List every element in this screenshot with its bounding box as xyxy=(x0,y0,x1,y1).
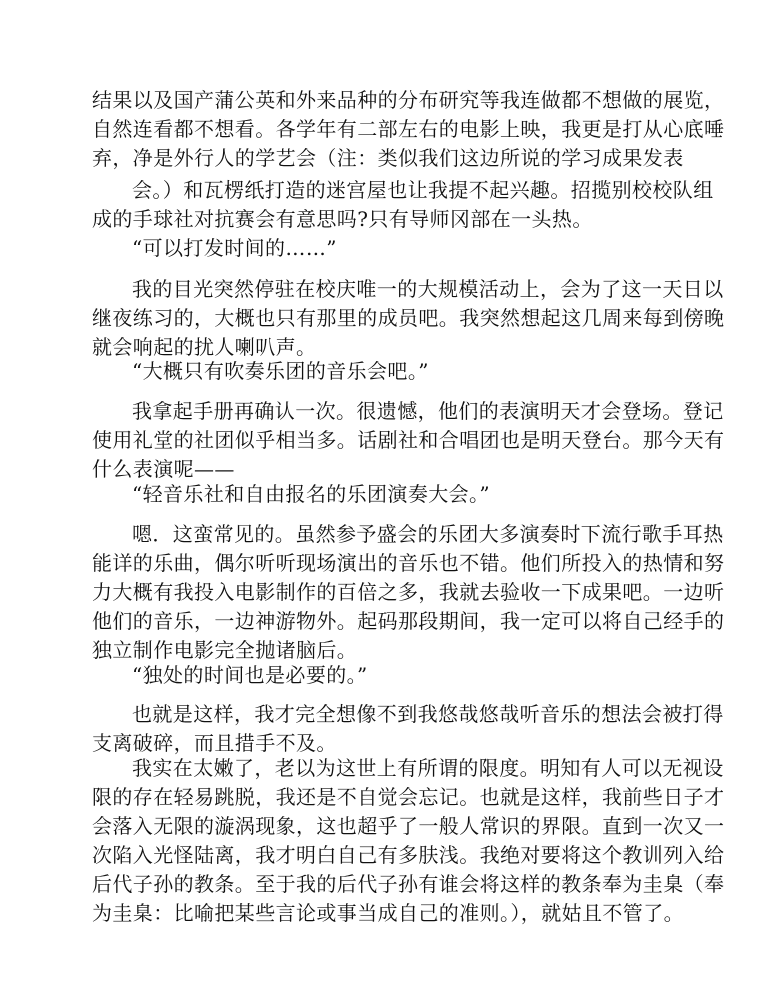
paragraph xyxy=(92,520,725,665)
text-line: 嗯．这蛮常见的。虽然参予盛会的乐团大多演奏时下流行歌手耳热 xyxy=(132,522,724,546)
text-line: 后代子孙的教条。至于我的后代子孙有谁会将这样的教条奉为圭臬（奉 xyxy=(92,872,725,896)
text-line: 会。）和瓦楞纸打造的迷宫屋也让我提不起兴趣。招揽别校校队组 xyxy=(132,178,714,202)
text-line: 限的存在轻易跳脱，我还是不自觉会忘记。也就是这样，我前些日子才 xyxy=(92,785,725,809)
paragraph xyxy=(92,754,725,928)
text-line: 弃，净是外行人的学艺会（注：类似我们这边所说的学习成果发表 xyxy=(92,146,684,170)
paragraph-dialogue xyxy=(92,357,672,386)
text-line: 结果以及国产蒲公英和外来品种的分布研究等我连做都不想做的展览， xyxy=(92,88,725,112)
text-line: “轻音乐社和自由报名的乐团演奏大会。” xyxy=(132,482,491,506)
paragraph xyxy=(92,397,725,484)
paragraph-continued-1 xyxy=(92,86,725,173)
text-line: “大概只有吹奏乐团的音乐会吧。” xyxy=(132,359,429,383)
text-line: 他们的音乐，一边神游物外。起码那段期间，我一定可以将自己经手的 xyxy=(92,609,725,633)
text-line: 为圭臬：比喻把某些言论或事当成自己的准则。），就姑且不管了。 xyxy=(92,901,684,925)
text-line: 自然连看都不想看。各学年有二部左右的电影上映，我更是打从心底唾 xyxy=(92,117,725,141)
text-line: 支离破碎，而且措手不及。 xyxy=(92,731,337,755)
paragraph xyxy=(92,275,725,362)
text-line: 我的目光突然停驻在校庆唯一的大规模活动上，会为了这一天日以 xyxy=(132,277,724,301)
text-line: 力大概有我投入电影制作的百倍之多，我就去验收一下成果吧。一边听 xyxy=(92,580,725,604)
text-line: 次陷入光怪陆离，我才明白自己有多肤浅。我绝对要将这个教训列入给 xyxy=(92,843,725,867)
text-line: 就会响起的扰人喇叭声。 xyxy=(92,335,317,359)
text-line: “独处的时间也是必要的。” xyxy=(132,663,368,687)
text-line: 继夜练习的，大概也只有那里的成员吧。我突然想起这几周来每到傍晚 xyxy=(92,306,725,330)
text-line: 什么表演呢—— xyxy=(92,457,235,481)
paragraph-continued-2 xyxy=(92,176,714,234)
text-line: 会落入无限的漩涡现象，这也超乎了一般人常识的界限。直到一次又一 xyxy=(92,814,725,838)
text-line: “可以打发时间的……” xyxy=(132,236,337,260)
text-line: 成的手球社对抗赛会有意思吗?只有导师冈部在一头热。 xyxy=(92,207,593,231)
paragraph xyxy=(92,700,724,758)
paragraph-dialogue xyxy=(92,661,672,690)
text-line: 独立制作电影完全抛诸脑后。 xyxy=(92,638,358,662)
paragraph-dialogue xyxy=(92,234,672,263)
text-line: 也就是这样，我才完全想像不到我悠哉悠哉听音乐的想法会被打得 xyxy=(132,702,724,726)
text-line: 我实在太嫩了，老以为这世上有所谓的限度。明知有人可以无视设 xyxy=(132,756,724,780)
text-line: 能详的乐曲，偶尔听听现场演出的音乐也不错。他们所投入的热情和努 xyxy=(92,551,725,575)
text-line: 我拿起手册再确认一次。很遗憾，他们的表演明天才会登场。登记 xyxy=(132,399,724,423)
text-line: 使用礼堂的社团似乎相当多。话剧社和合唱团也是明天登台。那今天有 xyxy=(92,428,725,452)
paragraph-dialogue xyxy=(92,480,672,509)
